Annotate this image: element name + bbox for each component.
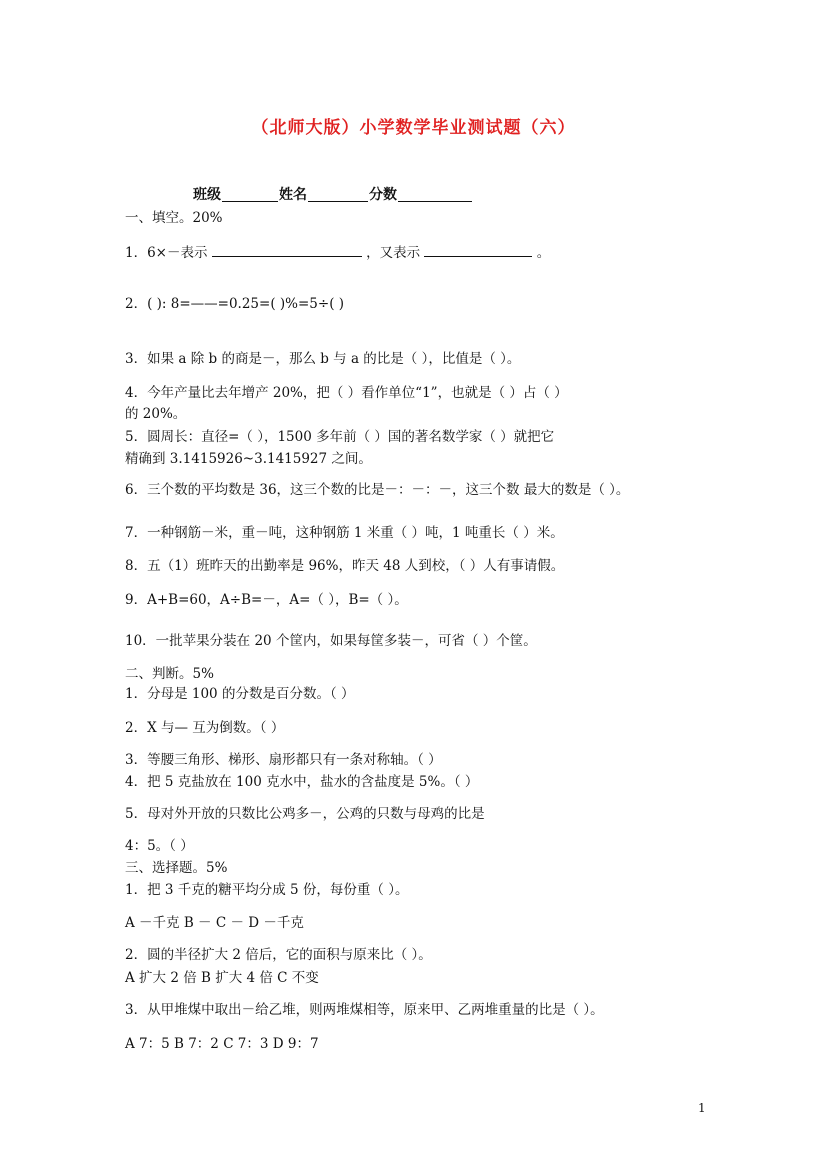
- section-heading-fill: 一、填空。20%: [125, 210, 223, 226]
- judge-4: 4．把 5 克盐放在 100 克水中，盐水的含盐度是 5%。（ ）: [125, 774, 479, 790]
- question-4-line-1: 4．今年产量比去年增产 20%，把（ ）看作单位“1”，也就是（ ）占（ ）: [125, 385, 568, 401]
- choice-2: 2．圆的半径扩大 2 倍后，它的面积与原来比（ ）。: [125, 947, 432, 963]
- answer-blank: [424, 244, 532, 257]
- question-1-text-c: 。: [536, 245, 551, 261]
- question-3: 3．如果 a 除 b 的商是－，那么 b 与 a 的比是（ ），比值是（ ）。: [125, 351, 521, 367]
- question-7: 7．一种钢筋－米，重－吨，这种钢筋 1 米重（ ）吨，1 吨重长（ ）米。: [125, 525, 564, 541]
- section-heading-choice: 三、选择题。5%: [125, 860, 228, 876]
- name-blank: [308, 187, 368, 202]
- choice-3: 3．从甲堆煤中取出－给乙堆，则两堆煤相等，原来甲、乙两堆重量的比是（ ）。: [125, 1002, 604, 1018]
- question-1-text-a: 1．6×－表示: [125, 245, 208, 261]
- judge-5-line-2: 4：5。（ ）: [125, 838, 194, 854]
- choice-1-options: A －千克 B － C － D －千克: [125, 915, 304, 931]
- judge-1: 1．分母是 100 的分数是百分数。（ ）: [125, 686, 355, 702]
- class-label: 班级: [193, 187, 221, 203]
- question-1-text-b: ，又表示: [366, 245, 421, 261]
- question-5-line-1: 5．圆周长：直径=（ ），1500 多年前（ ）国的著名数学家（ ）就把它: [125, 429, 555, 445]
- judge-2: 2．X 与— 互为倒数。（ ）: [125, 720, 285, 736]
- question-6: 6．三个数的平均数是 36，这三个数的比是－：－：－，这三个数 最大的数是（ ）。: [125, 482, 630, 498]
- score-label: 分数: [369, 187, 397, 203]
- choice-1: 1．把 3 千克的糖平均分成 5 份，每份重（ ）。: [125, 882, 409, 898]
- question-4-line-2: 的 20%。: [125, 406, 187, 422]
- judge-3: 3．等腰三角形、梯形、扇形都只有一条对称轴。（ ）: [125, 752, 442, 768]
- question-2: 2．( ): 8=——=0.25=( )%=5÷( ): [125, 296, 345, 312]
- question-8: 8．五（1）班昨天的出勤率是 96%，昨天 48 人到校，（ ）人有事请假。: [125, 558, 565, 574]
- choice-2-options: A 扩大 2 倍 B 扩大 4 倍 C 不变: [125, 970, 319, 986]
- section-heading-judge: 二、判断。5%: [125, 666, 214, 682]
- question-1: [125, 244, 550, 261]
- name-label: 姓名: [279, 187, 307, 203]
- question-10: 10．一批苹果分装在 20 个筐内，如果每筐多装－，可省（ ）个筐。: [125, 633, 537, 649]
- question-5-line-2: 精确到 3.1415926~3.1415927 之间。: [125, 451, 372, 467]
- choice-3-options: A 7：5 B 7：2 C 7：3 D 9：7: [125, 1036, 319, 1052]
- page-title: （北师大版）小学数学毕业测试题（六）: [251, 118, 576, 138]
- answer-blank: [212, 244, 362, 257]
- score-blank: [398, 187, 472, 202]
- judge-5-line-1: 5．母对外开放的只数比公鸡多－，公鸡的只数与母鸡的比是: [125, 806, 485, 822]
- page-number: 1: [698, 1101, 706, 1115]
- question-9: 9．A+B=60，A÷B=－，A=（ ），B=（ ）。: [125, 592, 408, 608]
- class-blank: [222, 187, 278, 202]
- student-info-line: [193, 184, 473, 204]
